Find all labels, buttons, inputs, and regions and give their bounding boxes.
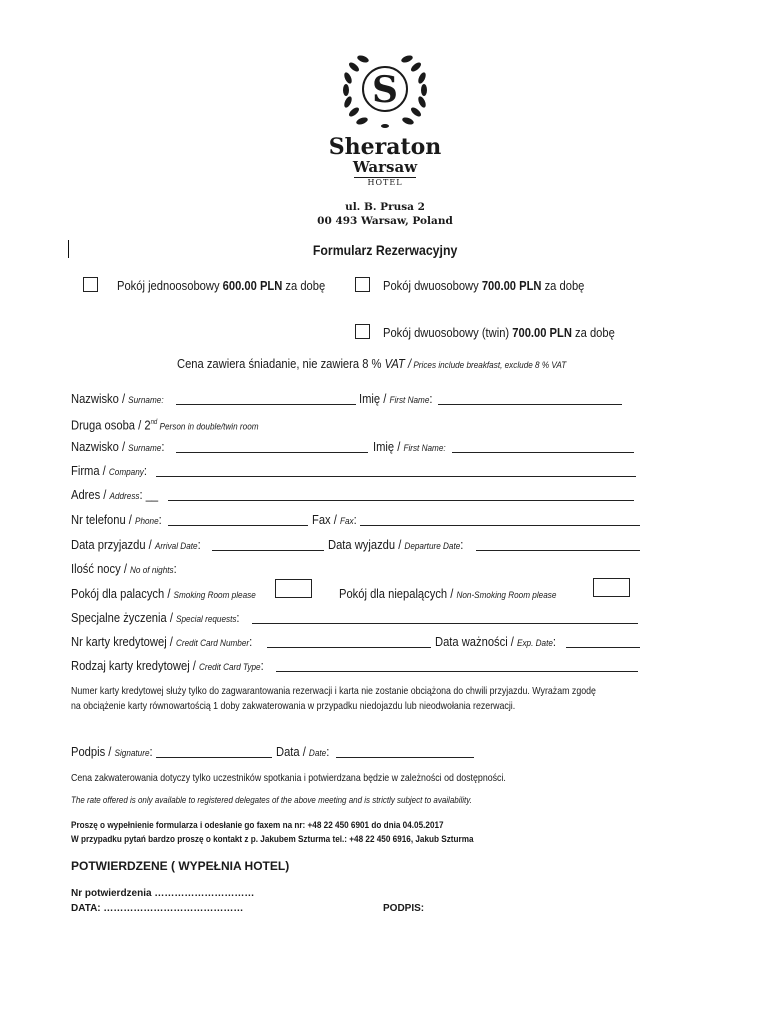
fax-field[interactable]	[360, 525, 640, 526]
company-label: Firma / Company:	[71, 463, 147, 478]
confirmation-date: DATA: ……………………………………	[71, 903, 244, 914]
signature-label: Podpis / Signature:	[71, 744, 153, 759]
arrival-label: Data przyjazdu / Arrival Date:	[71, 537, 201, 552]
surname-label: Nazwisko / Surname:	[71, 391, 164, 406]
surname-2-label: Nazwisko / Surname:	[71, 439, 165, 454]
logo-letter: S	[372, 69, 398, 111]
brand-city: Warsaw	[352, 158, 418, 176]
firstname-2-field[interactable]	[452, 452, 634, 453]
departure-field[interactable]	[476, 550, 640, 551]
confirmation-title: POTWIERDZENE ( WYPEŁNIA HOTEL)	[71, 859, 290, 873]
expiry-label: Data ważności / Exp. Date:	[435, 634, 557, 649]
fax-request-line-1: Proszę o wypełnienie formularza i odesłanie go faxem na nr: +48 22 450 6901 do dnia 04.05.2017	[71, 820, 444, 831]
card-number-label: Nr karty kredytowej / Credit Card Number:	[71, 634, 253, 649]
fax-label: Fax / Fax:	[312, 512, 357, 527]
fax-request-line-2: W przypadku pytań bardzo proszę o kontakt z p. Jakubem Szturma tel.: +48 22 450 6916, Jakub Szturma	[71, 834, 474, 845]
nonsmoking-room-checkbox[interactable]	[593, 578, 630, 597]
fax-request	[71, 819, 474, 847]
twin-room-label: Pokój dwuosobowy (twin) 700.00 PLN za dobę	[383, 325, 615, 340]
double-room-checkbox[interactable]	[355, 277, 370, 292]
brand-hotel: HOTEL	[367, 178, 403, 187]
sign-date-label: Data / Date:	[276, 744, 330, 759]
price-note: Cena zawiera śniadanie, nie zawiera 8 % VAT / Prices include breakfast, exclude 8 % VAT	[177, 356, 567, 371]
phone-label: Nr telefonu / Phone:	[71, 512, 162, 527]
nights-label: Ilość nocy / No of nights:	[71, 561, 177, 576]
card-number-field[interactable]	[267, 647, 431, 648]
surname-field[interactable]	[176, 404, 356, 405]
rate-note-pl: Cena zakwaterowania dotyczy tylko uczestników spotkania i potwierdzana będzie w zależności od dostępności.	[71, 772, 506, 784]
card-notice-line-1: Numer karty kredytowej służy tylko do zagwarantowania rezerwacji i karta nie zostanie obciążona do chwili przyjazdu. Wyrażam zgodę	[71, 685, 596, 697]
hotel-address	[0, 200, 770, 228]
address-line-1: ul. B. Prusa 2	[345, 201, 425, 213]
address-field[interactable]	[168, 500, 634, 501]
rate-note-en: The rate offered is only available to registered delegates of the above meeting and is strictly subject to availability.	[71, 795, 472, 806]
card-type-label: Rodzaj karty kredytowej / Credit Card Type:	[71, 658, 264, 673]
double-room-label: Pokój dwuosobowy 700.00 PLN za dobę	[383, 278, 585, 293]
card-notice-line-2: na obciążenie karty równowartością 1 doby zakwaterowania w przypadku niedojazdu lub nieodwołania rezerwacji.	[71, 700, 516, 712]
form-title: Formularz Rezerwacyjny	[312, 242, 458, 258]
brand-name: Sheraton	[328, 134, 442, 160]
single-room-checkbox[interactable]	[83, 277, 98, 292]
card-notice	[71, 684, 596, 714]
confirmation-number: Nr potwierdzenia …………………………	[71, 888, 255, 899]
smoking-room-label: Pokój dla palacych / Smoking Room please	[71, 586, 256, 601]
firstname-label: Imię / First Name:	[359, 391, 433, 406]
surname-2-field[interactable]	[176, 452, 368, 453]
sign-date-field[interactable]	[336, 757, 474, 758]
twin-room-checkbox[interactable]	[355, 324, 370, 339]
smoking-room-checkbox[interactable]	[275, 579, 312, 598]
expiry-field[interactable]	[566, 647, 640, 648]
card-type-field[interactable]	[276, 671, 638, 672]
form-title-wrap	[0, 242, 770, 260]
special-requests-field[interactable]	[252, 623, 638, 624]
single-room-label: Pokój jednoosobowy 600.00 PLN za dobę	[117, 278, 326, 293]
address-label: Adres / Address: __	[71, 487, 159, 502]
special-requests-label: Specjalne życzenia / Special requests:	[71, 610, 240, 625]
laurel-emblem-icon	[320, 42, 450, 134]
nonsmoking-room-label: Pokój dla niepalących / Non-Smoking Room please	[339, 586, 557, 601]
sheraton-logo	[320, 42, 450, 187]
signature-field[interactable]	[156, 757, 272, 758]
second-person-label: Druga osoba / 2nd Person in double/twin room	[71, 417, 259, 433]
phone-field[interactable]	[168, 525, 308, 526]
company-field[interactable]	[156, 476, 636, 477]
departure-label: Data wyjazdu / Departure Date:	[328, 537, 464, 552]
confirmation-signature: PODPIS:	[383, 903, 425, 914]
firstname-field[interactable]	[438, 404, 622, 405]
address-line-2: 00 493 Warsaw, Poland	[317, 215, 453, 227]
arrival-field[interactable]	[212, 550, 324, 551]
firstname-2-label: Imię / First Name:	[373, 439, 446, 454]
